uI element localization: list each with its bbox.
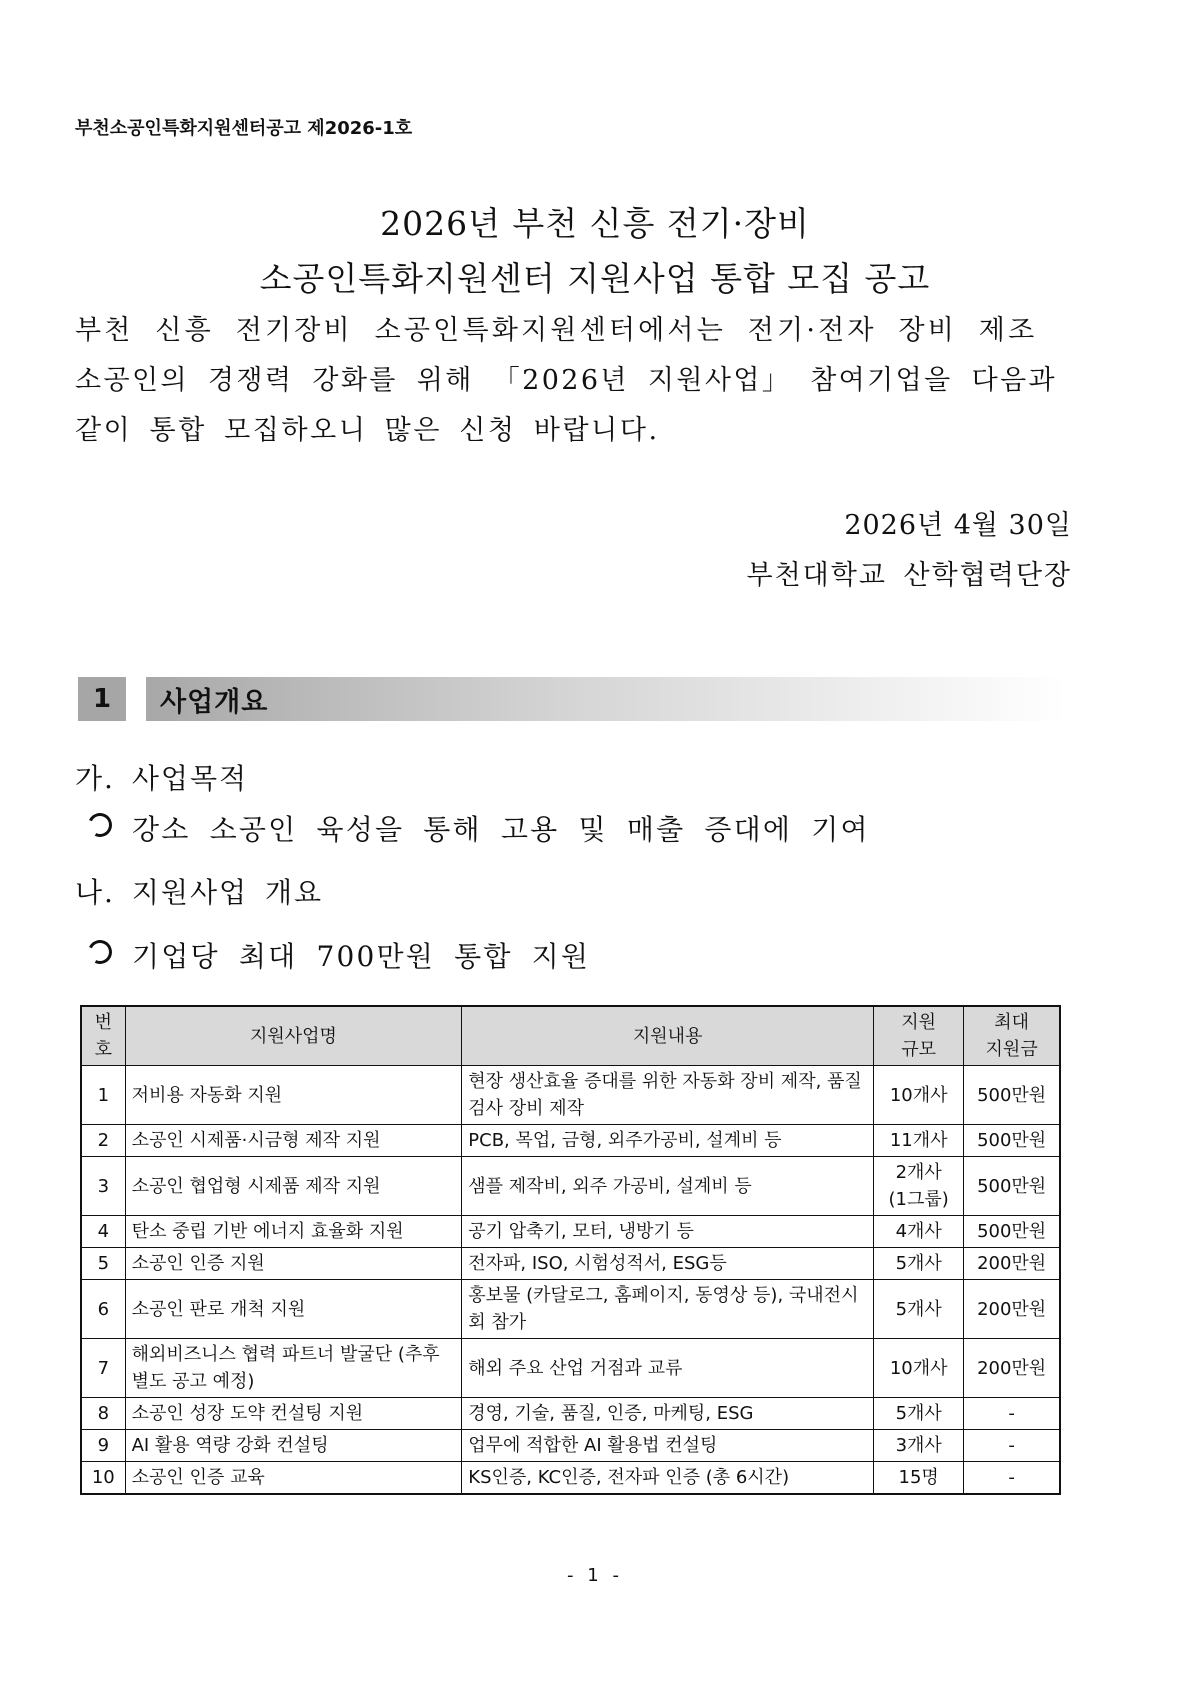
cell-no: 7 [81, 1339, 125, 1398]
overview-heading: 나. 지원사업 개요 [75, 876, 324, 909]
cell-content: PCB, 목업, 금형, 외주가공비, 설계비 등 [462, 1125, 874, 1157]
circle-bullet-icon [85, 810, 116, 841]
table-row [81, 1066, 1060, 1125]
cell-content: KS인증, KC인증, 전자파 인증 (총 6시간) [462, 1462, 874, 1495]
cell-name: 소공인 시제품·시금형 제작 지원 [125, 1125, 462, 1157]
cell-max: 500만원 [964, 1157, 1060, 1216]
cell-no: 2 [81, 1125, 125, 1157]
table-row [81, 1280, 1060, 1339]
cell-scale: 11개사 [874, 1125, 964, 1157]
header-no: 번 호 [81, 1006, 125, 1066]
header-content: 지원내용 [462, 1006, 874, 1066]
table-row [81, 1248, 1060, 1280]
purpose-bullet-text: 강소 소공인 육성을 통해 고용 및 매출 증대에 기여 [132, 813, 870, 846]
header-scale: 지원 규모 [874, 1006, 964, 1066]
intro-line-3: 같이 통합 모집하오니 많은 신청 바랍니다. [75, 415, 660, 446]
table-header-row [81, 1006, 1060, 1066]
header-name: 지원사업명 [125, 1006, 462, 1066]
cell-scale: 5개사 [874, 1398, 964, 1430]
cell-name: 소공인 판로 개척 지원 [125, 1280, 462, 1339]
overview-bullet [88, 935, 590, 975]
overview-bullet-text: 기업당 최대 700만원 통합 지원 [132, 940, 591, 973]
table-row [81, 1462, 1060, 1495]
table-row [81, 1398, 1060, 1430]
cell-no: 10 [81, 1462, 125, 1495]
cell-name: 해외비즈니스 협력 파트너 발굴단 (추후 별도 공고 예정) [125, 1339, 462, 1398]
cell-no: 5 [81, 1248, 125, 1280]
cell-scale: 5개사 [874, 1280, 964, 1339]
cell-name: AI 활용 역량 강화 컨설팅 [125, 1430, 462, 1462]
cell-no: 8 [81, 1398, 125, 1430]
section-header-bar [146, 677, 1066, 721]
cell-max: 500만원 [964, 1216, 1060, 1248]
cell-content: 샘플 제작비, 외주 가공비, 설계비 등 [462, 1157, 874, 1216]
cell-no: 4 [81, 1216, 125, 1248]
cell-max: 500만원 [964, 1066, 1060, 1125]
purpose-heading: 가. 사업목적 [75, 762, 249, 795]
cell-content: 업무에 적합한 AI 활용법 컨설팅 [462, 1430, 874, 1462]
cell-scale: 10개사 [874, 1066, 964, 1125]
cell-max: 200만원 [964, 1248, 1060, 1280]
cell-max: - [964, 1462, 1060, 1495]
section-title: 사업개요 [160, 686, 269, 718]
cell-name: 탄소 중립 기반 에너지 효율화 지원 [125, 1216, 462, 1248]
cell-scale: 15명 [874, 1462, 964, 1495]
intro-line-1: 부천 신흥 전기장비 소공인특화지원센터에서는 전기·전자 장비 제조 [75, 315, 1038, 346]
cell-max: - [964, 1430, 1060, 1462]
title-line-2: 소공인특화지원센터 지원사업 통합 모집 공고 [259, 259, 931, 298]
cell-scale: 2개사 (1그룹) [874, 1157, 964, 1216]
cell-content: 현장 생산효율 증대를 위한 자동화 장비 제작, 품질 검사 장비 제작 [462, 1066, 874, 1125]
cell-no: 9 [81, 1430, 125, 1462]
table-row [81, 1339, 1060, 1398]
cell-scale: 5개사 [874, 1248, 964, 1280]
cell-content: 경영, 기술, 품질, 인증, 마케팅, ESG [462, 1398, 874, 1430]
cell-content: 해외 주요 산업 거점과 교류 [462, 1339, 874, 1398]
cell-name: 소공인 인증 교육 [125, 1462, 462, 1495]
table-row [81, 1125, 1060, 1157]
cell-max: 500만원 [964, 1125, 1060, 1157]
cell-name: 소공인 인증 지원 [125, 1248, 462, 1280]
notice-number: 부천소공인특화지원센터공고 제2026-1호 [75, 118, 413, 139]
cell-name: 소공인 협업형 시제품 제작 지원 [125, 1157, 462, 1216]
intro-line-2: 소공인의 경쟁력 강화를 위해 「2026년 지원사업」 참여기업을 다음과 [75, 365, 1058, 396]
table-row [81, 1157, 1060, 1216]
cell-content: 홍보물 (카달로그, 홈페이지, 동영상 등), 국내전시회 참가 [462, 1280, 874, 1339]
table-row [81, 1430, 1060, 1462]
cell-content: 공기 압축기, 모터, 냉방기 등 [462, 1216, 874, 1248]
table-row [81, 1216, 1060, 1248]
circle-bullet-icon [85, 937, 116, 968]
header-max: 최대 지원금 [964, 1006, 1060, 1066]
cell-no: 1 [81, 1066, 125, 1125]
page-number: - 1 - [567, 1565, 623, 1586]
cell-max: 200만원 [964, 1339, 1060, 1398]
cell-scale: 4개사 [874, 1216, 964, 1248]
support-program-table [80, 1005, 1061, 1495]
cell-name: 저비용 자동화 지원 [125, 1066, 462, 1125]
cell-name: 소공인 성장 도약 컨설팅 지원 [125, 1398, 462, 1430]
issue-date: 2026년 4월 30일 [844, 510, 1072, 541]
cell-no: 3 [81, 1157, 125, 1216]
section-number: 1 [78, 677, 126, 721]
cell-max: - [964, 1398, 1060, 1430]
cell-scale: 3개사 [874, 1430, 964, 1462]
cell-no: 6 [81, 1280, 125, 1339]
cell-scale: 10개사 [874, 1339, 964, 1398]
signer: 부천대학교 산학협력단장 [746, 560, 1072, 591]
cell-content: 전자파, ISO, 시험성적서, ESG등 [462, 1248, 874, 1280]
purpose-bullet [88, 808, 870, 848]
cell-max: 200만원 [964, 1280, 1060, 1339]
title-line-1: 2026년 부천 신흥 전기·장비 [380, 204, 810, 243]
